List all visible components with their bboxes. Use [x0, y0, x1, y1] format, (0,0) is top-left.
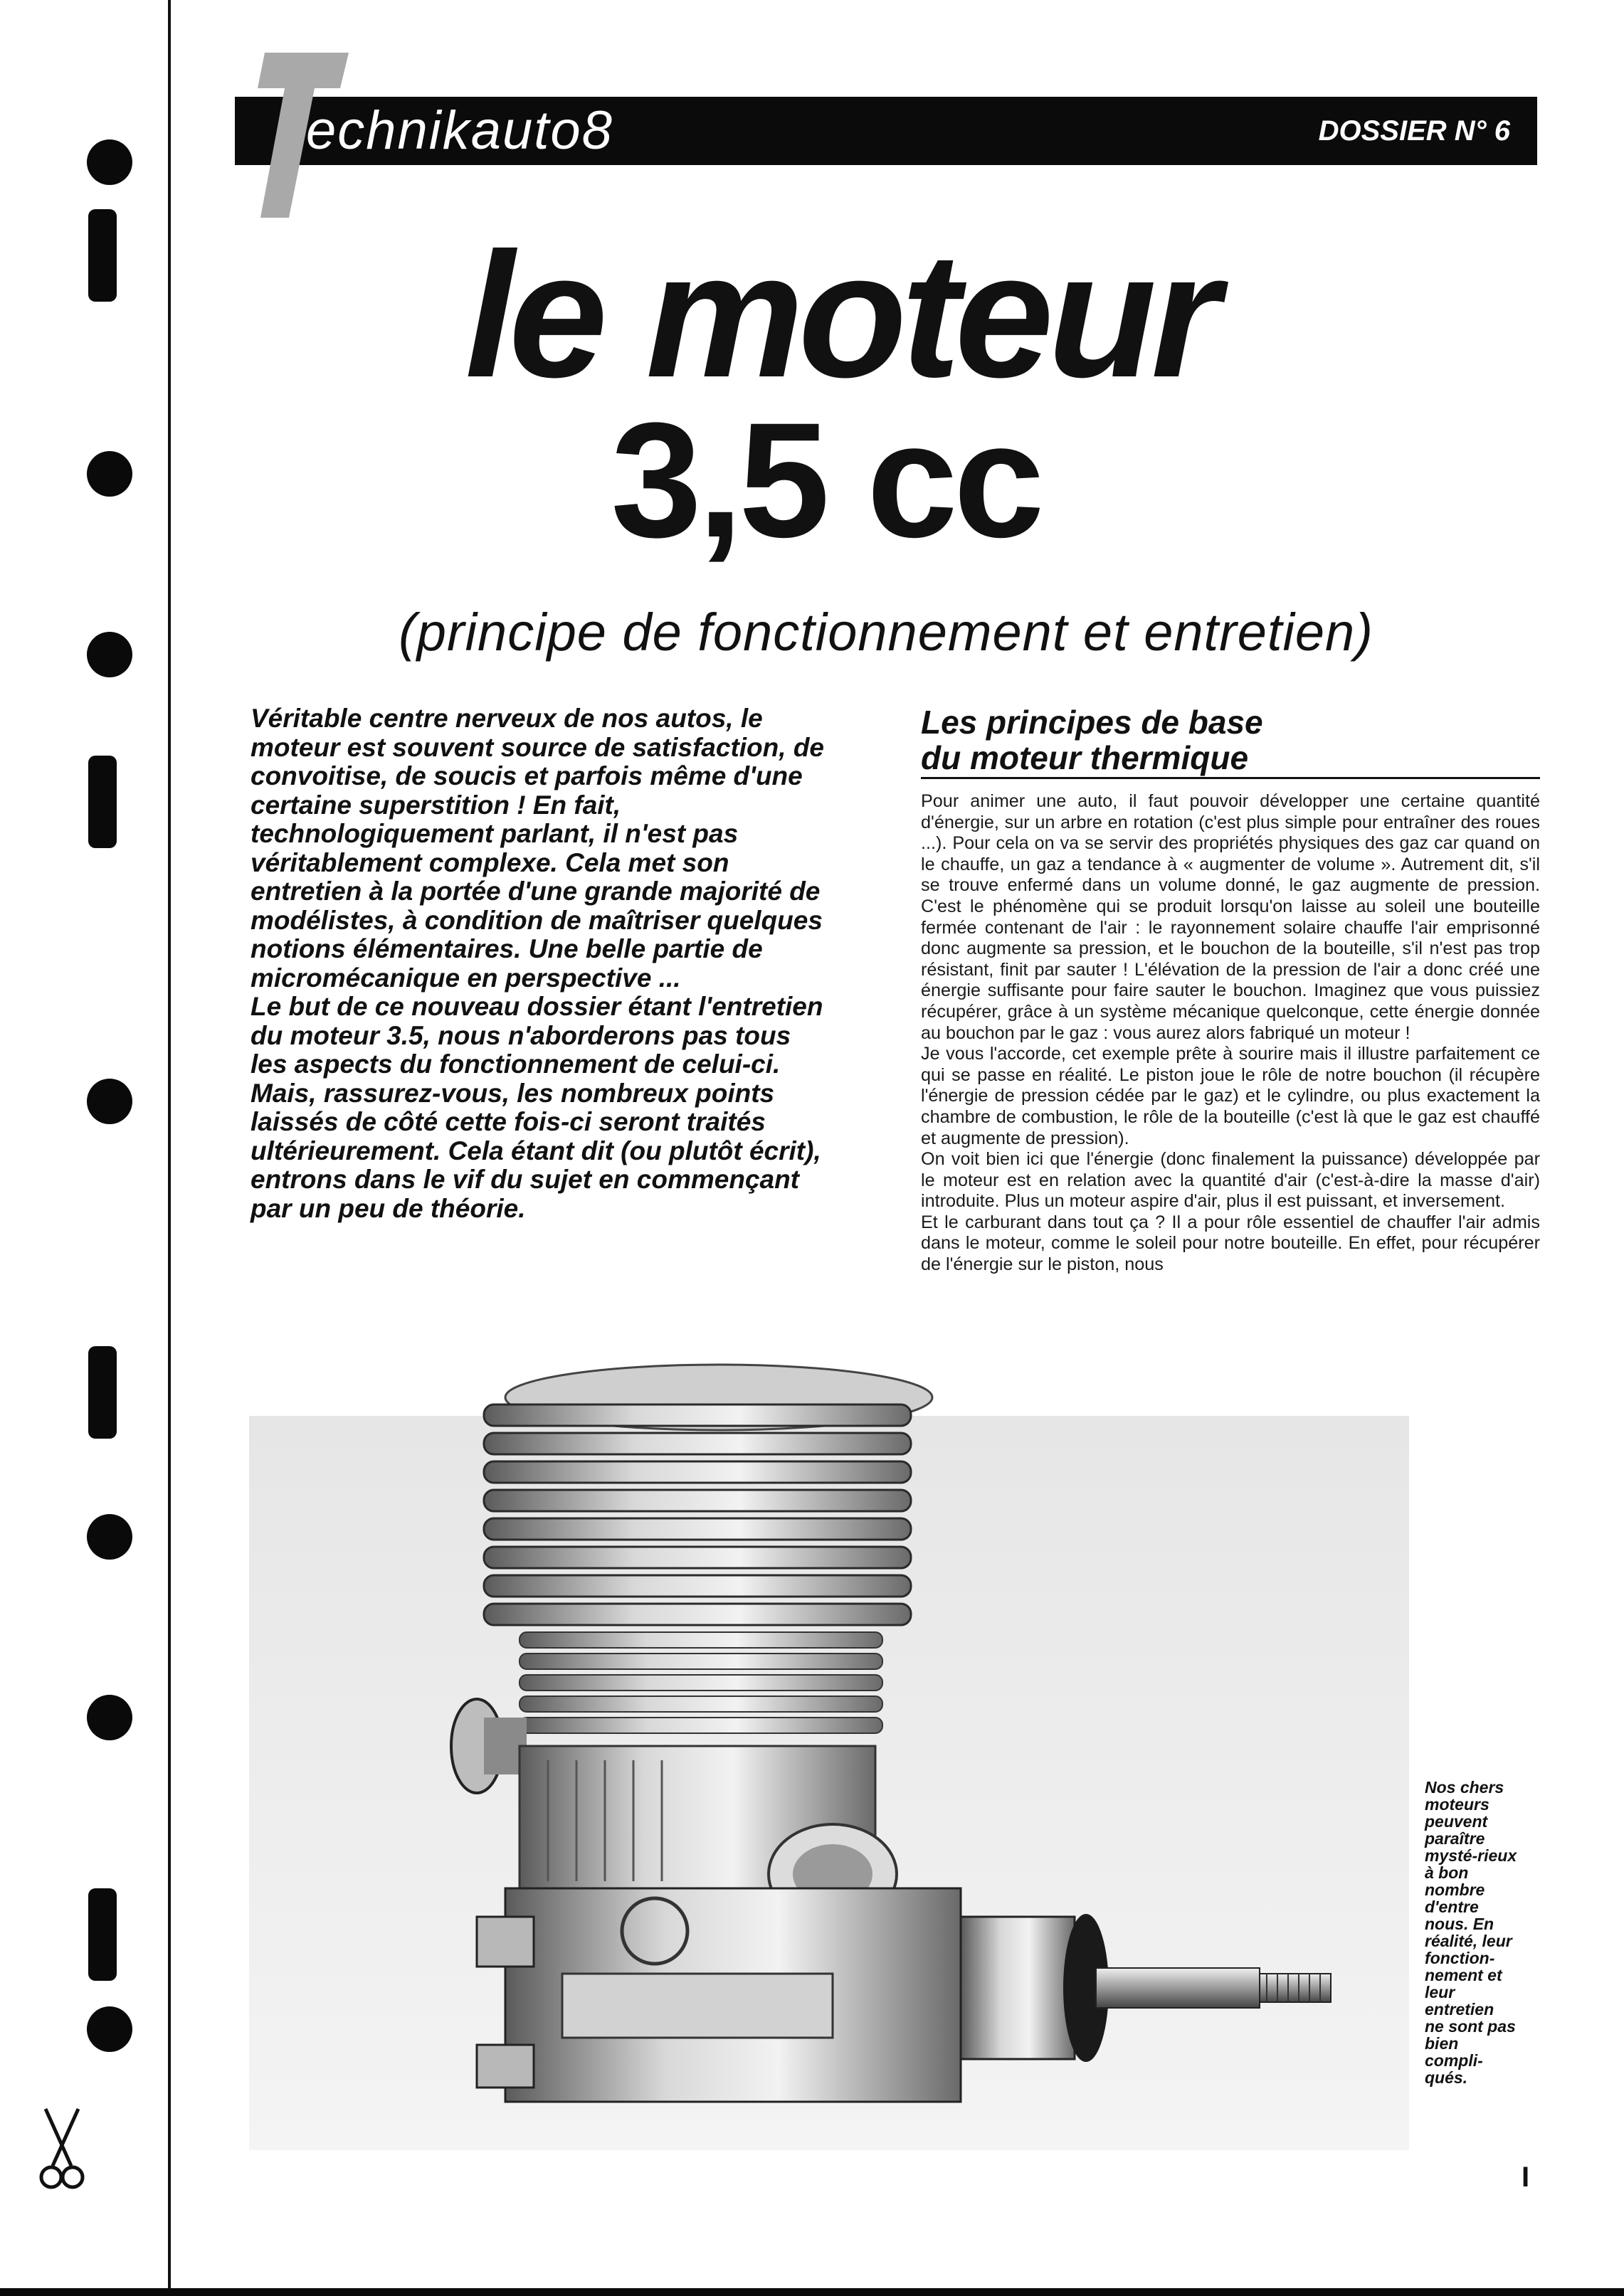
intro-paragraph	[251, 704, 827, 1223]
punch-slot	[88, 756, 117, 848]
punch-hole	[87, 1514, 132, 1560]
dossier-number: DOSSIER N° 6	[1318, 115, 1510, 147]
brand-name: echnikauto8	[306, 100, 613, 161]
punch-hole	[87, 1695, 132, 1740]
punch-hole	[87, 1079, 132, 1124]
punch-hole	[87, 2006, 132, 2052]
punch-slot	[88, 209, 117, 302]
intro-text: Véritable centre nerveux de nos autos, le moteur est souvent source de satisfaction, de convoitise, de soucis et parfois même d'une certaine superstition ! En fait, technologiquement parlant, il n'est pas véritablement complexe. Cela met son entretien à la portée d'une grande majorité de modélistes, à condition de maîtriser quelques notions élémentaires. Une belle partie de micromécanique en perspective ...	[251, 704, 824, 993]
page-title: le moteur	[465, 216, 1215, 414]
section-rule	[921, 777, 1540, 779]
photo-caption: Nos chers moteurs peuvent paraître mysté-rieux à bon nombre d'entre nous. En réalité, leur fonction-nement et leur entretien ne sont pas bien compli-qués.	[1425, 1778, 1517, 2087]
body-paragraph: On voit bien ici que l'énergie (donc finalement la puissance) développée par le moteur est en relation avec la quantité d'air (c'est-à-dire la masse d'air) introduite. Plus un moteur aspire d'air, plus il est puissant, et inversement.	[921, 1149, 1540, 1212]
section-heading-line2: du moteur thermique	[921, 739, 1249, 776]
body-paragraph: Pour animer une auto, il faut pouvoir développer une certaine quantité d'énergie, sur un arbre en rotation (c'est plus simple pour entraîner des roues ...). Pour cela on va se servir des propriétés physiques des gaz car quand on le chauffe, un gaz a tendance à « augmenter de volume ». Autrement dit, s'il se trouve enfermé dans un volume donné, le gaz augmente de pression. C'est le phénomène qui se produit lorsqu'on laisse au soleil une bouteille fermée contenant de l'air : le rayonnement solaire chauffe l'air emprisonné donc augmente sa pression, et le bouchon de la bouteille, s'il n'est pas trop résistant, finit par sauter ! L'élévation de la pression de l'air a donc créé une énergie suffisante pour faire sauter le bouchon. Imaginez que vous puissiez récupérer, grâce à un système mécanique quelconque, cette énergie donnée au bouchon par le gaz : vous aurez alors fabriqué un moteur !	[921, 791, 1540, 1043]
punch-slot	[88, 1888, 117, 1981]
section-heading-line1: Les principes de base	[921, 704, 1263, 741]
section-heading	[921, 704, 1547, 776]
page-subtitle: (principe de fonctionnement et entretien)	[399, 603, 1373, 662]
punch-hole	[87, 632, 132, 677]
bottom-rule	[0, 2288, 1624, 2296]
body-paragraph: Je vous l'accorde, cet exemple prête à sourire mais il illustre parfaitement ce qui se passe en réalité. Le piston joue le rôle de notre bouchon (il récupère l'énergie de pression cédée par le gaz) et le cylindre, ou plus exactement la chambre de combustion, le rôle de la bouteille (c'est là que le gaz est chauffé et augmente de pression).	[921, 1044, 1540, 1148]
body-paragraph: Et le carburant dans tout ça ? Il a pour rôle essentiel de chauffer l'air admis dans le moteur, comme le soleil pour notre bouteille. En effet, pour récupérer de l'énergie sur le piston, nous	[921, 1212, 1540, 1275]
binder-margin-line	[168, 0, 171, 2296]
engine-photo	[249, 1362, 1409, 2150]
page-number: I	[1522, 2162, 1530, 2193]
body-text	[921, 791, 1540, 1276]
page-title-line2: 3,5 cc	[611, 388, 1040, 571]
punch-hole	[87, 139, 132, 185]
scissors-icon	[37, 2106, 87, 2191]
punch-hole	[87, 451, 132, 497]
intro-text-2: Le but de ce nouveau dossier étant l'entretien du moteur 3.5, nous n'aborderons pas tous les aspects du fonctionnement de celui-ci. Mais, rassurez-vous, les nombreux points laissés de côté cette fois-ci seront traités ultérieurement. Cela étant dit (ou plutôt écrit), entrons dans le vif du sujet en commençant par un peu de théorie.	[251, 992, 823, 1223]
punch-slot	[88, 1346, 117, 1439]
